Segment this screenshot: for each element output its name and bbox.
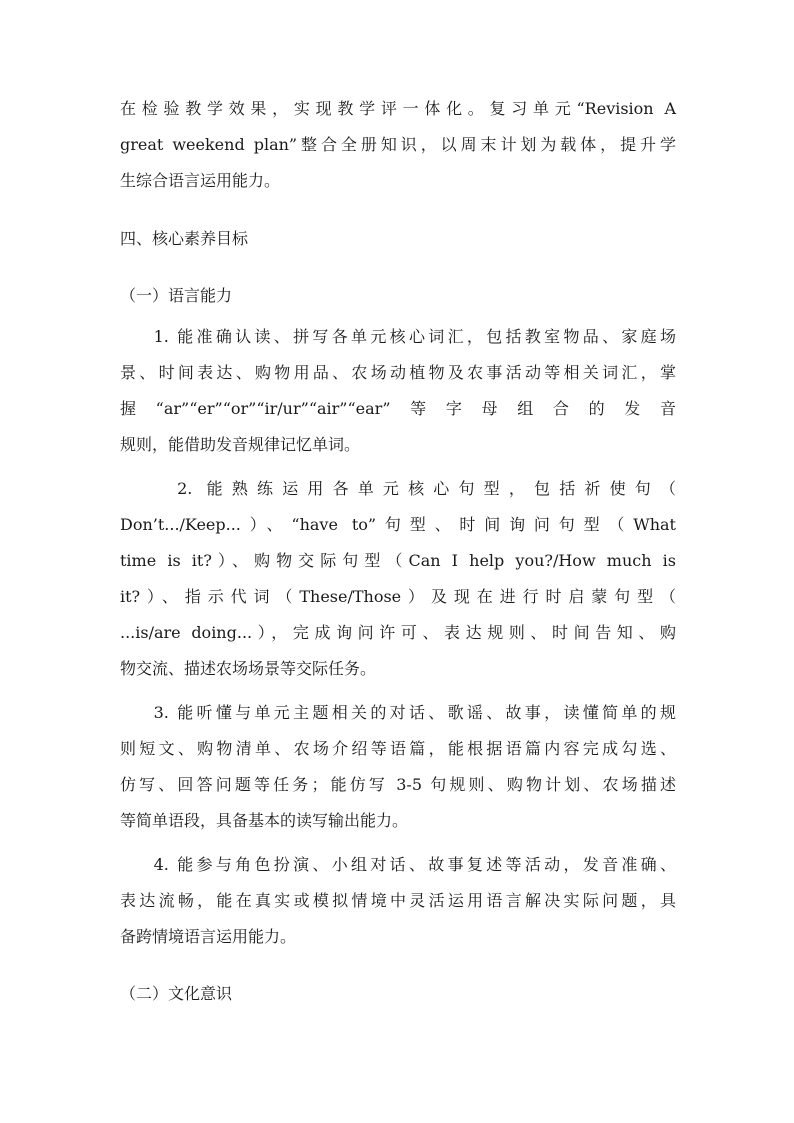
paragraph-line: ...is/are doing...），完成询问许可、表达规则、时间告知、购 [120, 623, 676, 642]
paragraph-line: 等简单语段，具备基本的读写输出能力。 [120, 811, 409, 830]
paragraph-line: 握“ar”“er”“or”“ir/ur”“air”“ear”等字母组合的发音 [120, 399, 676, 418]
paragraph-line: 4. 能参与角色扮演、小组对话、故事复述等活动，发音准确、 [120, 855, 676, 874]
paragraph-line: it?）、指示代词（These/Those）及现在进行时启蒙句型（ [120, 587, 676, 606]
paragraph-line: 则短文、购物清单、农场介绍等语篇，能根据语篇内容完成勾选、 [120, 739, 676, 758]
paragraph-line: 表达流畅，能在真实或模拟情境中灵活运用语言解决实际问题，具 [120, 891, 676, 910]
subsection-heading: （二）文化意识 [120, 984, 233, 1003]
paragraph-line: 2. 能熟练运用各单元核心句型，包括祈使句（ [120, 479, 676, 498]
paragraph-line: great weekend plan”整合全册知识，以周末计划为载体，提升学 [120, 135, 676, 154]
paragraph-line: Don’t.../Keep...）、“have to”句型、时间询问句型（What [120, 515, 676, 534]
paragraph-line: 备跨情境语言运用能力。 [120, 927, 297, 946]
subsection-heading: （一）语言能力 [120, 286, 233, 305]
paragraph-line: 3. 能听懂与单元主题相关的对话、歌谣、故事，读懂简单的规 [120, 703, 676, 722]
paragraph-line: 在检验教学效果，实现教学评一体化。复习单元“Revision A [120, 99, 676, 118]
paragraph-line: 规则，能借助发音规律记忆单词。 [120, 435, 361, 454]
paragraph-line: time is it?）、购物交际句型（Can I help you?/How much is [120, 551, 676, 570]
paragraph-line: 1. 能准确认读、拼写各单元核心词汇，包括教室物品、家庭场 [120, 327, 676, 346]
paragraph-line: 生综合语言运用能力。 [120, 171, 281, 190]
paragraph-line: 物交流、描述农场场景等交际任务。 [120, 659, 377, 678]
section-heading: 四、核心素养目标 [120, 229, 249, 248]
paragraph-line: 景、时间表达、购物用品、农场动植物及农事活动等相关词汇，掌 [120, 363, 676, 382]
paragraph-line: 仿写、回答问题等任务；能仿写 3-5 句规则、购物计划、农场描述 [120, 775, 676, 794]
